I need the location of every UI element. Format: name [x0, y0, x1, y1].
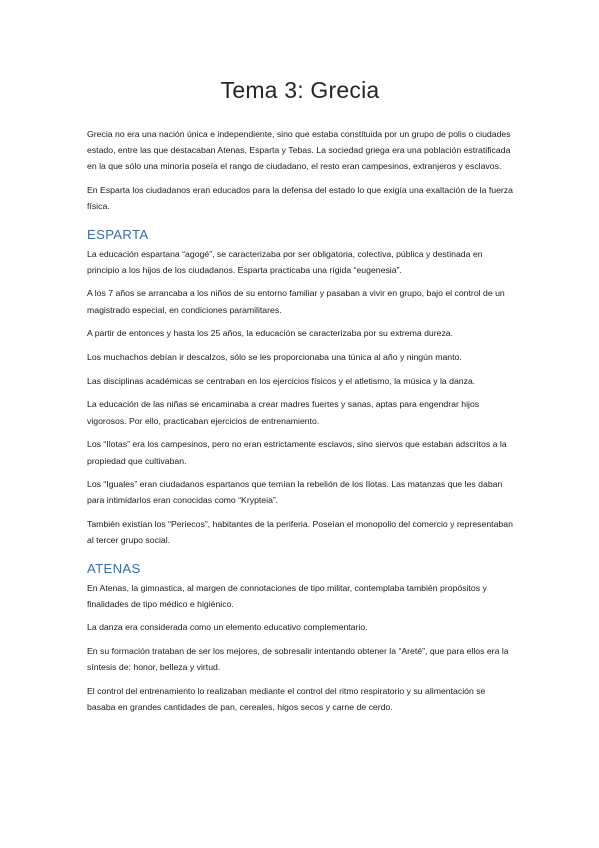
- paragraph: A los 7 años se arrancaba a los niños de su entorno familiar y pasaban a vivir en grupo, bajo el control de un magistrado especial, en condiciones paramilitares.: [87, 288, 505, 315]
- section-atenas: [87, 560, 513, 716]
- section-esparta: [87, 226, 513, 549]
- paragraph: Los “Iguales” eran ciudadanos espartanos que temían la rebelión de los Ilotas. Las matanzas que les daban para intimidarlos eran conocidas como “Krypteia”.: [87, 479, 503, 506]
- paragraph: Las disciplinas académicas se centraban en los ejercicios físicos y el atletismo, la música y la danza.: [87, 375, 476, 386]
- paragraph: En Atenas, la gimnastica, al margen de connotaciones de tipo militar, contemplaba también propósitos y finalidades de tipo médico e higiénico.: [87, 582, 487, 609]
- paragraph: A partir de entonces y hasta los 25 años, la educación se caracterizaba por su extrema dureza.: [87, 328, 454, 339]
- paragraph: La danza era considerada como un elemento educativo complementario.: [87, 622, 368, 633]
- section-heading: ESPARTA: [87, 226, 149, 242]
- intro: [87, 126, 513, 215]
- paragraph: El control del entrenamiento lo realizaban mediante el control del ritmo respiratorio y su alimentación se basaba en grandes cantidades de pan, cereales, higos secos y carne de cerdo.: [87, 686, 486, 713]
- paragraph: Los “Ilotas” era los campesinos, pero no eran estrictamente esclavos, sino siervos que estaban adscritos a la propiedad que cultivaban.: [87, 439, 507, 466]
- page-title: Tema 3: Grecia: [220, 77, 380, 103]
- paragraph: La educación de las niñas se encaminaba a crear madres fuertes y sanas, aptas para engendrar hijos vigorosos. Por ello, practicaban ejercicios de entrenamiento.: [87, 399, 480, 426]
- paragraph: En Esparta los ciudadanos eran educados para la defensa del estado lo que exigía una exaltación de la fuerza física.: [87, 185, 513, 212]
- paragraph: En su formación trataban de ser los mejores, de sobresalir intentando obtener la “Areté”, que para ellos era la síntesis de: honor, belleza y virtud.: [87, 646, 509, 673]
- paragraph: La educación espartana “agogé”, se caracterizaba por ser obligatoria, colectiva, pública y destinada en principio a los hijos de los ciudadanos. Esparta practicaba una rígida “eugenesia”.: [87, 248, 483, 275]
- paragraph: Grecia no era una nación única e independiente, sino que estaba constituida por un grupo de polis o ciudades estado, entre las que destacaban Atenas, Esparta y Tebas. La sociedad griega era una población estratificada en la que sólo una minoría poseía el rango de ciudadano, el resto eran campesinos, extranjeros y esclavos.: [87, 129, 511, 172]
- paragraph: También existían los “Periecos”, habitantes de la periferia. Poseían el monopolio del comercio y representaban al tercer grupo social.: [87, 519, 513, 546]
- section-heading: ATENAS: [87, 560, 141, 576]
- paragraph: Los muchachos debían ir descalzos, sólo se les proporcionaba una túnica al año y ningún manto.: [87, 352, 462, 363]
